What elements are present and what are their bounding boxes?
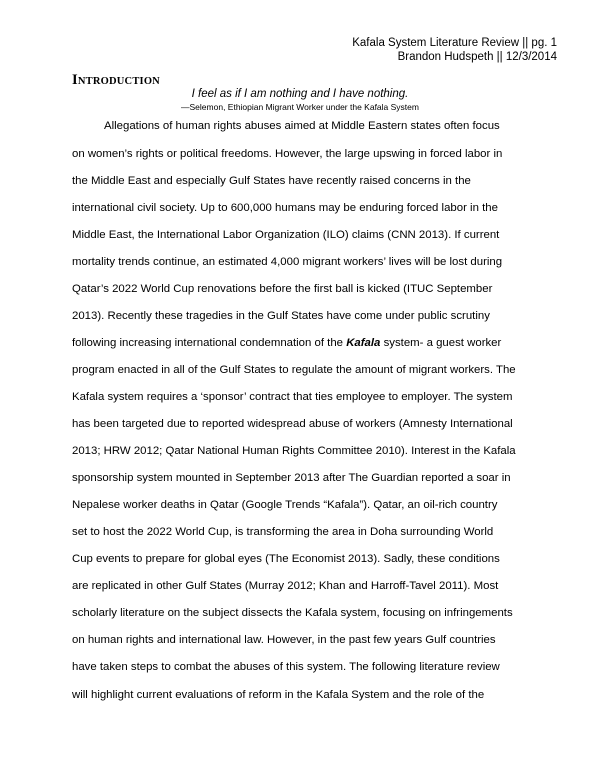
body-line: has been targeted due to reported widespread abuse of workers (Amnesty International [72, 418, 513, 430]
running-header-title: Kafala System Literature Review || pg. 1 [352, 37, 557, 49]
body-line: the Middle East and especially Gulf States have recently raised concerns in the [72, 175, 471, 187]
body-line: Middle East, the International Labor Organization (ILO) claims (CNN 2013). If current [72, 229, 500, 241]
body-line [72, 336, 532, 350]
heading-initial: I [72, 72, 78, 88]
epigraph-quote: I feel as if I am nothing and I have nothing. [191, 88, 409, 100]
body-line: Kafala system requires a ‘sponsor’ contract that ties employee to employer. The system [72, 391, 513, 403]
body-line: on women’s rights or political freedoms. However, the large upswing in forced labor in [72, 148, 503, 160]
body-line: set to host the 2022 World Cup, is transforming the area in Doha surrounding World [72, 526, 494, 538]
body-line: on human rights and international law. However, in the past few years Gulf countries [72, 634, 496, 646]
body-line: Cup events to prepare for global eyes (The Economist 2013). Sadly, these conditions [72, 553, 500, 565]
epigraph-attribution: —Selemon, Ethiopian Migrant Worker under the Kafala System [181, 102, 419, 112]
body-line: Qatar’s 2022 World Cup renovations before the first ball is kicked (ITUC September [72, 283, 493, 295]
body-line-text: following increasing international condemnation of the [72, 337, 344, 349]
body-line-text: system- a guest worker [380, 337, 502, 349]
kafala-term: Kafala [346, 337, 381, 349]
body-line: mortality trends continue, an estimated 4,000 migrant workers’ lives will be lost during [72, 256, 503, 268]
body-line: sponsorship system mounted in September 2013 after The Guardian reported a soar in [72, 472, 511, 484]
running-header-author-date: Brandon Hudspeth || 12/3/2014 [397, 51, 557, 63]
heading-rest: NTRODUCTION [77, 76, 160, 87]
body-line: have taken steps to combat the abuses of this system. The following literature review [72, 661, 500, 673]
body-line: Nepalese worker deaths in Qatar (Google Trends “Kafala”). Qatar, an oil-rich country [72, 499, 498, 511]
body-line: 2013; HRW 2012; Qatar National Human Rights Committee 2010). Interest in the Kafala [72, 445, 516, 457]
body-line: program enacted in all of the Gulf States to regulate the amount of migrant workers. The [72, 364, 516, 376]
body-line: are replicated in other Gulf States (Murray 2012; Khan and Harroff-Tavel 2011). Most [72, 580, 499, 592]
body-line: 2013). Recently these tragedies in the Gulf States have come under public scrutiny [72, 310, 490, 322]
body-line: scholarly literature on the subject dissects the Kafala system, focusing on infringements [72, 607, 513, 619]
body-line: international civil society. Up to 600,000 humans may be enduring forced labor in the [72, 202, 498, 214]
body-line: Allegations of human rights abuses aimed at Middle Eastern states often focus [104, 120, 500, 132]
body-line: will highlight current evaluations of reform in the Kafala System and the role of the [72, 689, 485, 701]
